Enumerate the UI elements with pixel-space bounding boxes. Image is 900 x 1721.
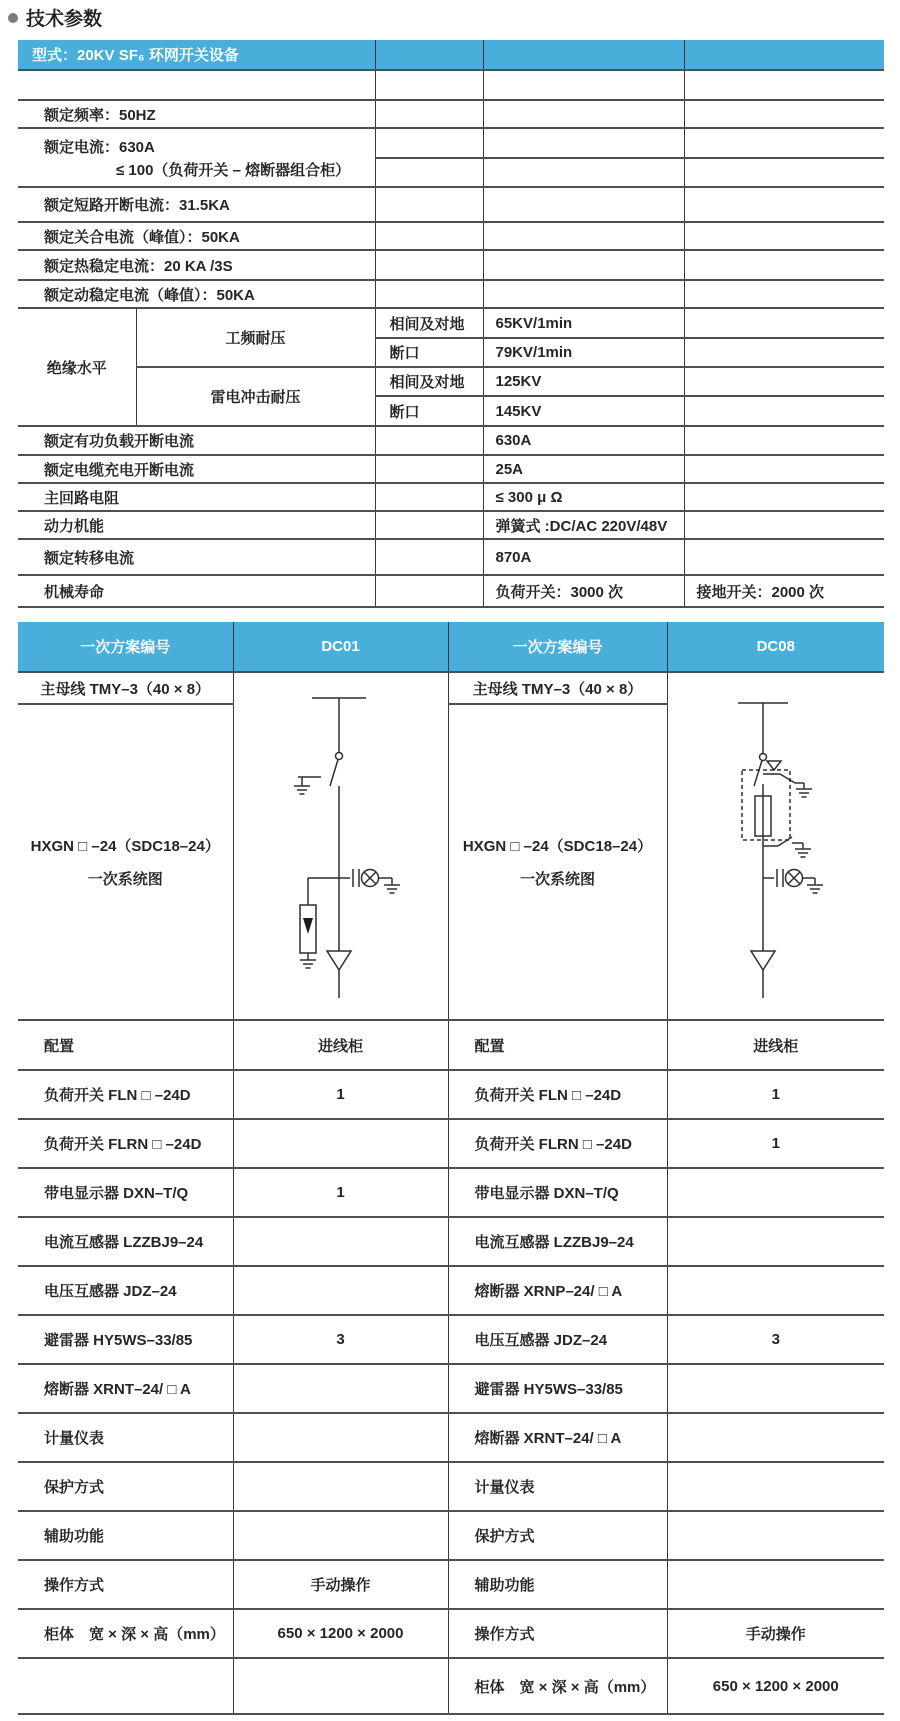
component-label: 带电显示器 DXN–T/Q	[44, 1185, 189, 1202]
voltage-indicator-lamp-symbol	[763, 869, 823, 893]
component-label: 熔断器 XRNT–24/ □ A	[448, 1413, 667, 1462]
component-label: 柜体 宽 × 深 × 高（mm）	[44, 1626, 225, 1643]
component-label: 计量仪表	[44, 1430, 105, 1447]
config-header-right: 配置	[448, 1020, 667, 1070]
cable-terminal-symbol	[327, 951, 351, 998]
component-label: 电压互感器 JDZ–24	[448, 1315, 667, 1364]
component-label: 熔断器 XRNT–24/ □ A	[44, 1381, 191, 1398]
blank-cell	[375, 575, 483, 607]
blank-cell	[375, 280, 483, 308]
component-qty	[233, 1364, 448, 1413]
blank-cell	[684, 511, 884, 539]
component-qty: 650 × 1200 × 2000	[667, 1658, 884, 1714]
blank-cell	[483, 158, 684, 187]
rated-current-line2: ≤ 100（负荷开关 – 熔断器组合柜）	[116, 161, 351, 179]
blank-cell	[483, 40, 684, 70]
blank-cell	[375, 511, 483, 539]
earthing-switch-symbol	[294, 777, 321, 794]
component-qty: 1	[667, 1070, 884, 1119]
blank-cell	[684, 280, 884, 308]
rated-current-line1: 额定电流：630A	[44, 138, 155, 156]
component-qty	[667, 1413, 884, 1462]
cable-charging-breaking-value: 25A	[483, 455, 684, 483]
component-label: 辅助功能	[44, 1528, 105, 1545]
component-label: 电流互感器 LZZBJ9–24	[448, 1217, 667, 1266]
component-qty	[667, 1560, 884, 1609]
component-qty	[667, 1266, 884, 1315]
main-busbar-right: 主母线 TMY–3（40 × 8）	[448, 672, 667, 704]
component-qty: 1	[667, 1119, 884, 1168]
component-label: 负荷开关 FLRN □ –24D	[44, 1136, 202, 1153]
mechanical-life-label: 机械寿命	[44, 583, 105, 601]
lightning-impulse-label: 雷电冲击耐压	[136, 367, 375, 426]
component-qty	[667, 1217, 884, 1266]
blank-cell	[684, 222, 884, 250]
phase-to-ground-label: 相间及对地	[375, 367, 483, 396]
busbar-symbol	[312, 698, 366, 752]
component-label	[18, 1658, 233, 1714]
blank-cell	[375, 70, 483, 100]
li-break-value: 145KV	[483, 396, 684, 426]
component-qty: 3	[667, 1315, 884, 1364]
component-label: 负荷开关 FLRN □ –24D	[448, 1119, 667, 1168]
dc08-diagram-cell	[667, 672, 884, 1020]
dc08-one-line-diagram	[668, 673, 885, 1019]
phase-to-ground-label: 相间及对地	[375, 308, 483, 338]
making-current: 额定关合电流（峰值）：50KA	[44, 228, 240, 246]
blank-cell	[684, 128, 884, 158]
active-load-breaking-label: 额定有功负载开断电流	[44, 433, 195, 450]
component-label: 柜体 宽 × 深 × 高（mm）	[448, 1658, 667, 1714]
component-qty: 650 × 1200 × 2000	[233, 1609, 448, 1658]
model-line1: HXGN □ –24（SDC18–24）	[30, 838, 220, 856]
transfer-current-value: 870A	[483, 539, 684, 575]
li-phase-value: 125KV	[483, 367, 684, 396]
active-load-breaking-value: 630A	[483, 426, 684, 455]
component-qty	[233, 1658, 448, 1714]
blank-cell	[18, 70, 375, 100]
blank-cell	[684, 308, 884, 338]
model-line2: 一次系统图	[87, 871, 163, 889]
lower-earthing-switch-symbol	[763, 837, 811, 857]
bullet-icon	[8, 13, 18, 23]
insulation-level-label: 绝缘水平	[46, 359, 107, 377]
config-header-left: 配置	[44, 1037, 75, 1055]
blank-cell	[375, 187, 483, 222]
dc01-diagram-cell	[233, 672, 448, 1020]
blank-cell	[375, 222, 483, 250]
cable-terminal-symbol	[751, 951, 775, 998]
component-qty	[667, 1168, 884, 1217]
component-label: 负荷开关 FLN □ –24D	[448, 1070, 667, 1119]
dynamic-stability-current: 额定动稳定电流（峰值）：50KA	[44, 286, 255, 304]
blank-cell	[684, 187, 884, 222]
blank-cell	[375, 158, 483, 187]
component-qty: 手动操作	[667, 1609, 884, 1658]
rated-frequency: 额定频率：50HZ	[44, 106, 156, 124]
blank-cell	[483, 128, 684, 158]
break-label: 断口	[375, 396, 483, 426]
table1-header-title: 型式：20KV SF₆ 环网开关设备	[18, 40, 375, 70]
fuse-symbol	[755, 796, 771, 836]
blank-cell	[684, 158, 884, 187]
blank-cell	[375, 483, 483, 511]
component-label: 计量仪表	[448, 1462, 667, 1511]
blank-cell	[684, 539, 884, 575]
blank-cell	[483, 100, 684, 128]
power-frequency-withstand-label: 工频耐压	[136, 308, 375, 367]
blank-cell	[483, 250, 684, 280]
blank-cell	[483, 70, 684, 100]
mechanical-life-load-switch: 负荷开关：3000 次	[483, 575, 684, 607]
technical-parameters-table	[18, 40, 884, 608]
rated-current	[18, 128, 375, 187]
blank-cell	[684, 100, 884, 128]
component-label: 保护方式	[44, 1479, 105, 1496]
component-label: 辅助功能	[448, 1560, 667, 1609]
blank-cell	[375, 40, 483, 70]
main-loop-resistance-label: 主回路电阻	[44, 489, 120, 507]
model-line2: 一次系统图	[519, 871, 595, 889]
config-value-left: 进线柜	[233, 1020, 448, 1070]
section-title-text: 技术参数	[26, 9, 103, 30]
blank-cell	[483, 222, 684, 250]
primary-scheme-table	[18, 622, 884, 1715]
busbar-symbol	[738, 703, 788, 753]
component-qty	[667, 1462, 884, 1511]
pf-break-value: 79KV/1min	[483, 338, 684, 367]
component-label: 负荷开关 FLN □ –24D	[44, 1087, 191, 1104]
component-qty: 手动操作	[233, 1560, 448, 1609]
blank-cell	[684, 338, 884, 367]
component-qty	[233, 1462, 448, 1511]
blank-cell	[684, 40, 884, 70]
main-loop-resistance-value: ≤ 300 μ Ω	[483, 483, 684, 511]
blank-cell	[684, 483, 884, 511]
scheme-number-header-left: 一次方案编号	[18, 622, 233, 672]
blank-cell	[375, 128, 483, 158]
component-qty: 1	[233, 1168, 448, 1217]
section-title	[8, 4, 102, 31]
blank-cell	[684, 426, 884, 455]
blank-cell	[375, 455, 483, 483]
blank-cell	[684, 367, 884, 396]
component-qty: 1	[233, 1070, 448, 1119]
voltage-indicator-lamp-symbol	[339, 869, 400, 893]
transfer-current-label: 额定转移电流	[44, 549, 135, 567]
mechanical-life-earthing-switch: 接地开关：2000 次	[684, 575, 884, 607]
component-qty	[233, 1217, 448, 1266]
component-qty	[667, 1511, 884, 1560]
fuse-striker-symbol	[767, 761, 781, 770]
operating-mechanism-label: 动力机能	[44, 517, 105, 535]
model-line1: HXGN □ –24（SDC18–24）	[462, 838, 653, 856]
blank-cell	[684, 250, 884, 280]
blank-cell	[375, 426, 483, 455]
pf-phase-value: 65KV/1min	[483, 308, 684, 338]
component-qty	[233, 1413, 448, 1462]
blank-cell	[483, 187, 684, 222]
config-value-right: 进线柜	[667, 1020, 884, 1070]
model-designation-left	[18, 704, 233, 1020]
dc01-one-line-diagram	[234, 673, 449, 1019]
operating-mechanism-value: 弹簧式 :DC/AC 220V/48V	[483, 511, 684, 539]
component-label: 操作方式	[448, 1609, 667, 1658]
component-qty	[233, 1266, 448, 1315]
component-qty	[233, 1511, 448, 1560]
component-qty	[233, 1119, 448, 1168]
upper-earthing-switch-symbol	[763, 774, 812, 797]
scheme-dc01-header: DC01	[233, 622, 448, 672]
component-qty	[667, 1364, 884, 1413]
component-label: 带电显示器 DXN–T/Q	[448, 1168, 667, 1217]
scheme-number-header-right: 一次方案编号	[448, 622, 667, 672]
blank-cell	[684, 396, 884, 426]
component-label: 避雷器 HY5WS–33/85	[448, 1364, 667, 1413]
cable-charging-breaking-label: 额定电缆充电开断电流	[44, 461, 195, 479]
short-circuit-breaking-current: 额定短路开断电流：31.5KA	[44, 197, 230, 214]
component-label: 操作方式	[44, 1577, 105, 1594]
blank-cell	[375, 539, 483, 575]
blank-cell	[375, 250, 483, 280]
component-label: 保护方式	[448, 1511, 667, 1560]
scheme-dc08-header: DC08	[667, 622, 884, 672]
blank-cell	[483, 280, 684, 308]
component-label: 熔断器 XRNP–24/ □ A	[448, 1266, 667, 1315]
blank-cell	[684, 455, 884, 483]
blank-cell	[684, 70, 884, 100]
component-label: 电压互感器 JDZ–24	[44, 1283, 177, 1300]
component-label: 电流互感器 LZZBJ9–24	[44, 1234, 204, 1251]
thermal-stability-current: 额定热稳定电流：20 KA /3S	[44, 257, 233, 275]
main-busbar-left: 主母线 TMY–3（40 × 8）	[40, 680, 211, 698]
component-label: 避雷器 HY5WS–33/85	[44, 1332, 193, 1349]
load-switch-symbol	[330, 753, 343, 787]
blank-cell	[375, 100, 483, 128]
break-label: 断口	[375, 338, 483, 367]
component-qty: 3	[233, 1315, 448, 1364]
model-designation-right	[448, 704, 667, 1020]
